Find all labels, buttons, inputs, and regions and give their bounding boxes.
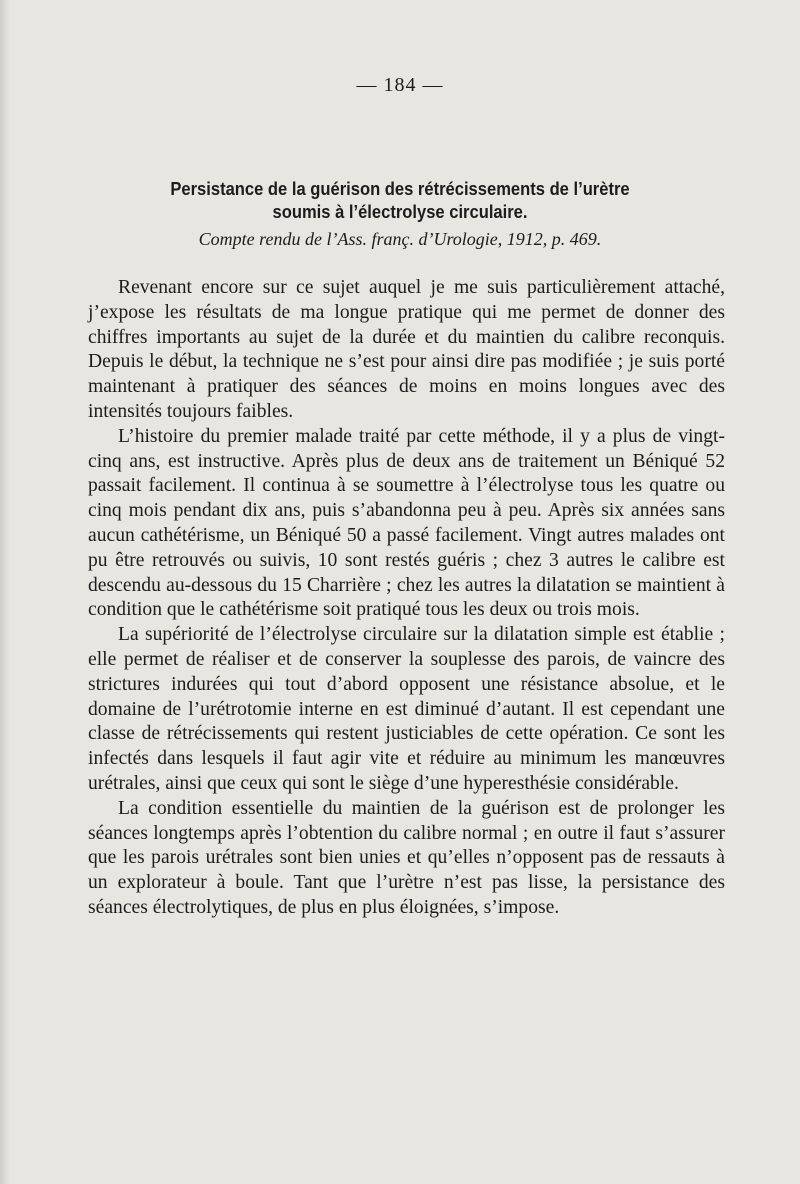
paragraph: L’histoire du premier malade traité par cette méthode, il y a plus de vingt-cinq ans, est instructive. Après plus de deux ans de traitement un Béniqué 52 passait facilement. Il continua à se soumettre à l’électrolyse tous les quatre ou cinq mois pendant dix ans, puis s’abandonna peu à peu. Après six années sans aucun cathétérisme, un Béniqué 50 a passé facilement. Vingt autres malades ont pu être retrouvés ou suivis, 10 sont restés guéris ; chez 3 autres le calibre est descendu au-dessous du 15 Charrière ; chez les autres la dilatation se maintient à condition que le cathétérisme soit pratiqué tous les deux ou trois mois. bbox=[88, 425, 725, 621]
page-number: — 184 — bbox=[356, 74, 444, 96]
article-citation: Compte rendu de l’Ass. franç. d’Urologie, 1912, p. 469. bbox=[198, 229, 602, 249]
paragraph: La condition essentielle du maintien de la guérison est de prolonger les séances longtemps après l’obtention du calibre normal ; en outre il faut s’assurer que les parois urétrales sont bien unies et qu’elles n’opposent pas de ressauts à un explorateur à boule. Tant que l’urètre n’est pas lisse, la persistance des séances électrolytiques, de plus en plus éloignées, s’impose. bbox=[88, 797, 725, 918]
paragraph: Revenant encore sur ce sujet auquel je me suis particulièrement attaché, j’expose les résultats de ma longue pratique qui me permet de donner des chiffres importants au sujet de la durée et du maintien du calibre reconquis. Depuis le début, la technique ne s’est pour ainsi dire pas modifiée ; je suis porté maintenant à pratiquer des séances de moins en moins longues avec des intensités toujours faibles. bbox=[88, 277, 725, 422]
article-heading bbox=[100, 178, 700, 252]
article-body bbox=[88, 276, 725, 921]
article-title-line-1: Persistance de la guérison des rétrécissements de l’urètre bbox=[170, 179, 630, 199]
article-title-line-2: soumis à l’électrolyse circulaire. bbox=[272, 202, 528, 222]
paragraph: La supériorité de l’électrolyse circulaire sur la dilatation simple est établie ; elle permet de réaliser et de conserver la souplesse des parois, de vaincre des strictures indurées qui tout d’abord opposent une résistance absolue, et le domaine de l’urétrotomie interne en est diminué d’autant. Il est cependant une classe de rétrécissements qui restent justiciables de cette opération. Ce sont les infectés dans lesquels il faut agir vite et réduire au minimum les manœuvres urétrales, ainsi que ceux qui sont le siège d’une hyperesthésie considérable. bbox=[88, 624, 725, 794]
page-edge-shadow bbox=[0, 0, 10, 1184]
